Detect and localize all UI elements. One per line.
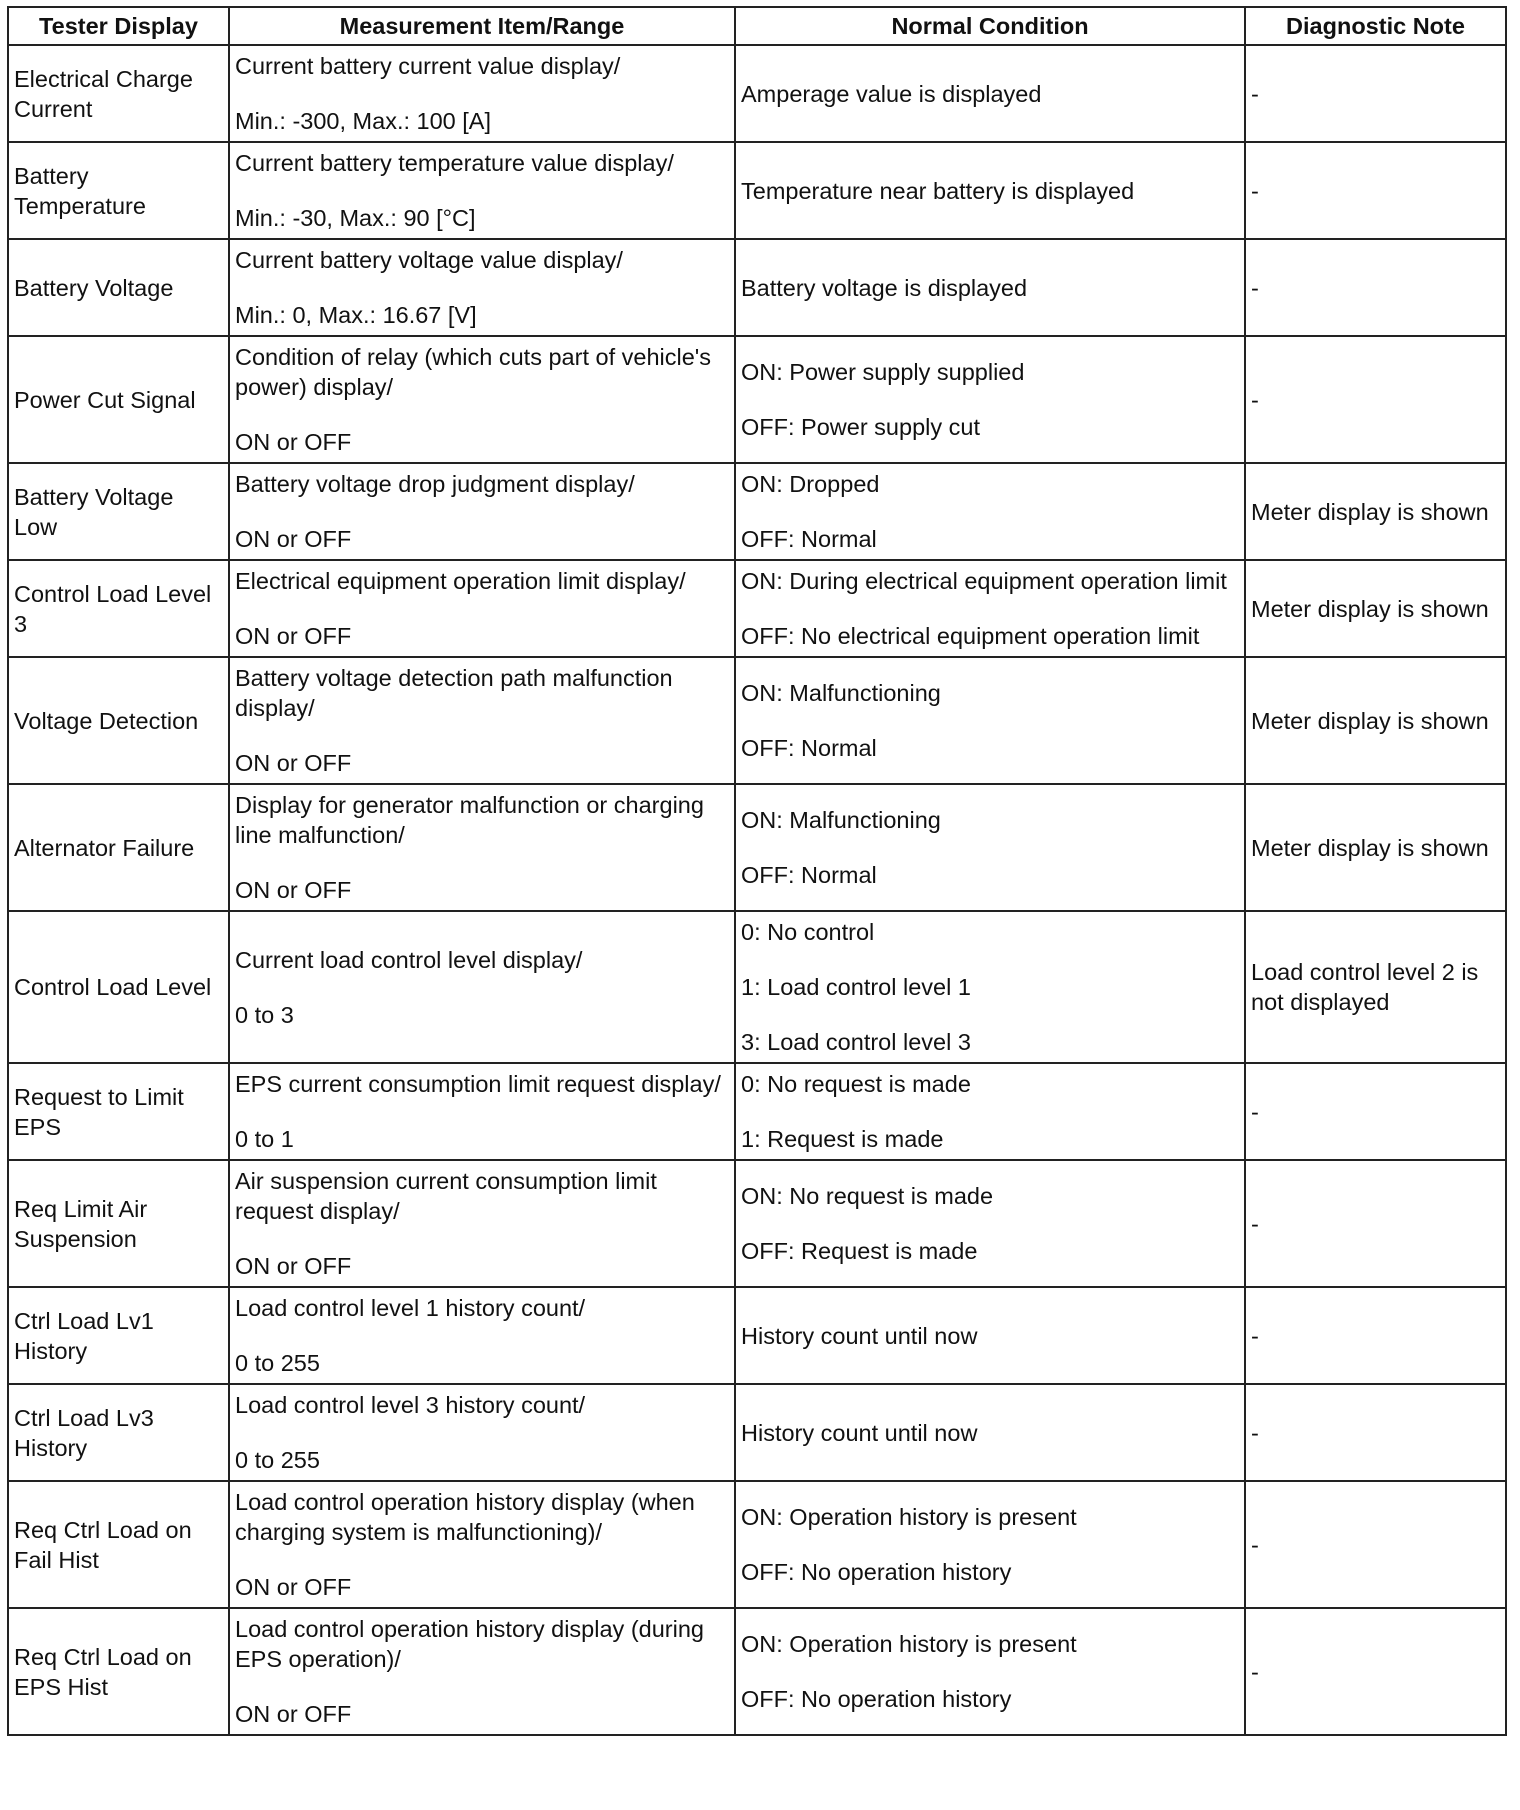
cell-normal-condition (735, 336, 1245, 463)
cell-diagnostic-note: - (1245, 142, 1506, 239)
measurement-description: Battery voltage drop judgment display/ (235, 471, 635, 497)
cell-diagnostic-note: Load control level 2 is not displayed (1245, 911, 1506, 1063)
cell-diagnostic-note: - (1245, 1608, 1506, 1735)
cell-normal-condition (735, 463, 1245, 560)
header-tester-display: Tester Display (8, 7, 229, 45)
measurement-description: EPS current consumption limit request display/ (235, 1071, 721, 1097)
table-row (8, 1481, 1506, 1608)
normal-condition-line: ON: Operation history is present (741, 1504, 1077, 1530)
measurement-range: Min.: -30, Max.: 90 [°C] (235, 205, 476, 231)
cell-normal-condition (735, 911, 1245, 1063)
measurement-description: Display for generator malfunction or charging line malfunction/ (235, 792, 704, 848)
normal-condition-line: 0: No control (741, 919, 875, 945)
measurement-range: ON or OFF (235, 1701, 352, 1727)
table-row (8, 336, 1506, 463)
cell-normal-condition (735, 142, 1245, 239)
normal-condition-line: OFF: Power supply cut (741, 414, 980, 440)
cell-measurement (229, 1287, 735, 1384)
cell-diagnostic-note: - (1245, 1160, 1506, 1287)
normal-condition-line: ON: Power supply supplied (741, 359, 1025, 385)
normal-condition-line: History count until now (741, 1322, 978, 1349)
normal-condition-line: ON: Dropped (741, 471, 880, 497)
cell-diagnostic-note: - (1245, 1063, 1506, 1160)
measurement-range: 0 to 255 (235, 1447, 320, 1473)
measurement-description: Load control operation history display (when charging system is malfunctioning)/ (235, 1489, 695, 1545)
cell-measurement (229, 336, 735, 463)
cell-tester-display: Req Ctrl Load on Fail Hist (8, 1481, 229, 1608)
table-row (8, 911, 1506, 1063)
cell-tester-display: Ctrl Load Lv1 History (8, 1287, 229, 1384)
cell-tester-display: Alternator Failure (8, 784, 229, 911)
normal-condition-line: History count until now (741, 1419, 978, 1446)
cell-normal-condition (735, 1287, 1245, 1384)
header-diagnostic-note: Diagnostic Note (1245, 7, 1506, 45)
measurement-range: 0 to 255 (235, 1350, 320, 1376)
cell-measurement (229, 1608, 735, 1735)
table-row (8, 1608, 1506, 1735)
normal-condition-line: 0: No request is made (741, 1071, 971, 1097)
cell-normal-condition (735, 1063, 1245, 1160)
normal-condition-line: Temperature near battery is displayed (741, 177, 1135, 204)
table-row (8, 560, 1506, 657)
table-row (8, 1160, 1506, 1287)
cell-measurement (229, 657, 735, 784)
cell-tester-display: Ctrl Load Lv3 History (8, 1384, 229, 1481)
cell-tester-display: Voltage Detection (8, 657, 229, 784)
measurement-description: Battery voltage detection path malfunction display/ (235, 665, 673, 721)
cell-measurement (229, 560, 735, 657)
table-row (8, 784, 1506, 911)
cell-normal-condition (735, 1160, 1245, 1287)
measurement-range: 0 to 3 (235, 1001, 294, 1028)
cell-tester-display: Power Cut Signal (8, 336, 229, 463)
cell-normal-condition (735, 1384, 1245, 1481)
cell-measurement (229, 784, 735, 911)
cell-diagnostic-note: - (1245, 239, 1506, 336)
cell-diagnostic-note: - (1245, 1287, 1506, 1384)
cell-diagnostic-note: - (1245, 1481, 1506, 1608)
data-list-table (7, 6, 1507, 1736)
cell-diagnostic-note: Meter display is shown (1245, 463, 1506, 560)
cell-diagnostic-note: - (1245, 1384, 1506, 1481)
normal-condition-line: Amperage value is displayed (741, 80, 1042, 107)
cell-diagnostic-note: Meter display is shown (1245, 784, 1506, 911)
table-row (8, 142, 1506, 239)
table-row (8, 1384, 1506, 1481)
cell-diagnostic-note: - (1245, 336, 1506, 463)
cell-tester-display: Request to Limit EPS (8, 1063, 229, 1160)
cell-measurement (229, 1063, 735, 1160)
cell-tester-display: Battery Temperature (8, 142, 229, 239)
measurement-range: ON or OFF (235, 623, 352, 649)
cell-measurement (229, 142, 735, 239)
cell-normal-condition (735, 784, 1245, 911)
cell-tester-display: Control Load Level 3 (8, 560, 229, 657)
cell-diagnostic-note: Meter display is shown (1245, 657, 1506, 784)
cell-diagnostic-note: - (1245, 45, 1506, 142)
cell-normal-condition (735, 560, 1245, 657)
cell-diagnostic-note: Meter display is shown (1245, 560, 1506, 657)
table-row (8, 239, 1506, 336)
cell-tester-display: Req Limit Air Suspension (8, 1160, 229, 1287)
measurement-range: ON or OFF (235, 526, 352, 552)
measurement-range: ON or OFF (235, 877, 352, 903)
table-row (8, 657, 1506, 784)
measurement-range: ON or OFF (235, 429, 352, 455)
normal-condition-line: Battery voltage is displayed (741, 274, 1028, 301)
cell-tester-display: Battery Voltage (8, 239, 229, 336)
normal-condition-line: OFF: No operation history (741, 1686, 1012, 1712)
table-row (8, 45, 1506, 142)
measurement-description: Current battery temperature value display/ (235, 150, 674, 176)
measurement-description: Load control level 1 history count/ (235, 1295, 586, 1321)
cell-measurement (229, 463, 735, 560)
normal-condition-line: OFF: Normal (741, 526, 877, 552)
cell-normal-condition (735, 657, 1245, 784)
normal-condition-line: OFF: Request is made (741, 1238, 978, 1264)
cell-normal-condition (735, 1481, 1245, 1608)
cell-measurement (229, 1160, 735, 1287)
normal-condition-line: 3: Load control level 3 (741, 1029, 971, 1055)
normal-condition-line: 1: Request is made (741, 1126, 944, 1152)
measurement-description: Current battery voltage value display/ (235, 247, 623, 273)
measurement-range: Min.: 0, Max.: 16.67 [V] (235, 302, 477, 328)
normal-condition-line: ON: Operation history is present (741, 1631, 1077, 1657)
measurement-description: Current load control level display/ (235, 946, 583, 973)
normal-condition-line: OFF: Normal (741, 862, 877, 888)
normal-condition-line: ON: Malfunctioning (741, 680, 941, 706)
cell-tester-display: Control Load Level (8, 911, 229, 1063)
measurement-description: Current battery current value display/ (235, 53, 621, 79)
header-measurement: Measurement Item/Range (229, 7, 735, 45)
measurement-description: Condition of relay (which cuts part of vehicle's power) display/ (235, 344, 712, 400)
normal-condition-line: OFF: No electrical equipment operation limit (741, 623, 1200, 649)
measurement-description: Air suspension current consumption limit request display/ (235, 1168, 657, 1224)
normal-condition-line: OFF: Normal (741, 735, 877, 761)
measurement-range: ON or OFF (235, 750, 352, 776)
header-normal-condition: Normal Condition (735, 7, 1245, 45)
cell-normal-condition (735, 239, 1245, 336)
cell-tester-display: Electrical Charge Current (8, 45, 229, 142)
cell-normal-condition (735, 1608, 1245, 1735)
cell-tester-display: Req Ctrl Load on EPS Hist (8, 1608, 229, 1735)
measurement-range: ON or OFF (235, 1253, 352, 1279)
measurement-range: ON or OFF (235, 1574, 352, 1600)
table-row (8, 463, 1506, 560)
normal-condition-line: ON: Malfunctioning (741, 807, 941, 833)
normal-condition-line: OFF: No operation history (741, 1559, 1012, 1585)
measurement-range: 0 to 1 (235, 1126, 294, 1152)
cell-measurement (229, 45, 735, 142)
cell-measurement (229, 1384, 735, 1481)
measurement-description: Load control operation history display (during EPS operation)/ (235, 1616, 704, 1672)
measurement-description: Load control level 3 history count/ (235, 1392, 586, 1418)
table-row (8, 1063, 1506, 1160)
table-header-row (8, 7, 1506, 45)
cell-normal-condition (735, 45, 1245, 142)
cell-measurement (229, 911, 735, 1063)
table-body (8, 45, 1506, 1735)
cell-measurement (229, 1481, 735, 1608)
measurement-range: Min.: -300, Max.: 100 [A] (235, 108, 491, 134)
normal-condition-line: ON: No request is made (741, 1183, 994, 1209)
cell-measurement (229, 239, 735, 336)
table-row (8, 1287, 1506, 1384)
normal-condition-line: 1: Load control level 1 (741, 974, 971, 1000)
normal-condition-line: ON: During electrical equipment operation limit (741, 568, 1227, 594)
cell-tester-display: Battery Voltage Low (8, 463, 229, 560)
measurement-description: Electrical equipment operation limit display/ (235, 568, 686, 594)
